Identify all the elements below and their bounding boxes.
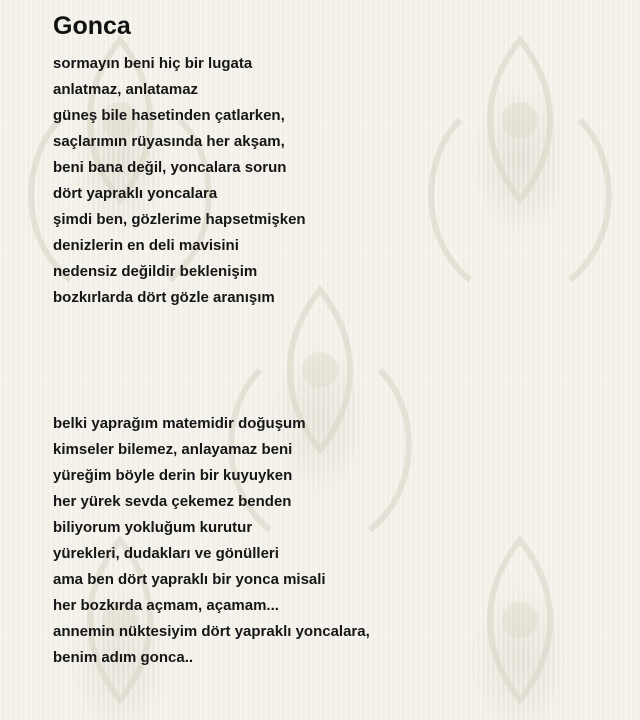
poem-line: her bozkırda açmam, açamam...	[53, 597, 279, 614]
poem-line: sormayın beni hiç bir lugata	[53, 55, 253, 72]
poem-line: annemin nüktesiyim dört yapraklı yoncalara,	[53, 623, 370, 640]
poem-line: yüreğim böyle derin bir kuyuyken	[53, 467, 293, 484]
poem-line: her yürek sevda çekemez benden	[53, 493, 292, 510]
poem-line: saçlarımın rüyasında her akşam,	[53, 133, 285, 150]
poem-line: güneş bile hasetinden çatlarken,	[53, 107, 285, 124]
poem-title: Gonca	[53, 12, 131, 40]
poem-line: bozkırlarda dört gözle aranışım	[53, 289, 275, 306]
poem-line: ama ben dört yapraklı bir yonca misali	[53, 571, 326, 588]
poem-line: yürekleri, dudakları ve gönülleri	[53, 545, 279, 562]
poem-stanza-2	[53, 411, 613, 671]
poem-container	[53, 10, 613, 671]
poem-line: dört yapraklı yoncalara	[53, 185, 218, 202]
poem-line: denizlerin en deli mavisini	[53, 237, 239, 254]
poem-line: anlatmaz, anlatamaz	[53, 81, 199, 98]
poem-line: belki yaprağım matemidir doğuşum	[53, 415, 306, 432]
poem-line: biliyorum yokluğum kurutur	[53, 519, 253, 536]
poem-stanza-1	[53, 51, 613, 311]
poem-line: kimseler bilemez, anlayamaz beni	[53, 441, 293, 458]
poem-line: şimdi ben, gözlerime hapsetmişken	[53, 211, 306, 228]
poem-line: benim adım gonca..	[53, 649, 194, 666]
poem-line: beni bana değil, yoncalara sorun	[53, 159, 287, 176]
poem-line: nedensiz değildir beklenişim	[53, 263, 258, 280]
